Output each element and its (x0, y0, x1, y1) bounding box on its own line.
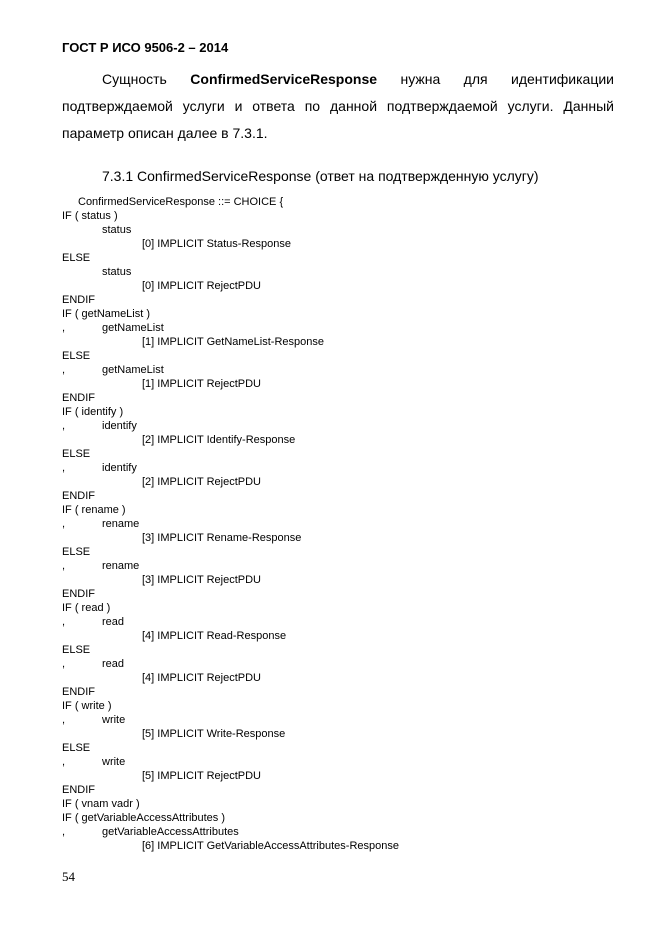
code-text: ENDIF (62, 784, 95, 796)
code-line (62, 699, 622, 713)
code-text: IF ( getNameList ) (62, 308, 151, 320)
code-line (62, 265, 622, 279)
code-text: IF ( vnam vadr ) (62, 798, 140, 810)
code-line (62, 475, 622, 489)
code-text: identify (102, 462, 137, 474)
code-line (62, 489, 622, 503)
paragraph-bold-term: ConfirmedServiceResponse (190, 71, 378, 87)
code-text: ELSE (62, 644, 91, 656)
code-text: read (102, 658, 125, 670)
code-text: ENDIF (62, 490, 95, 502)
code-text: [6] IMPLICIT GetVariableAccessAttributes-Response (142, 840, 399, 852)
code-line (62, 307, 622, 321)
code-text: [0] IMPLICIT Status-Response (142, 238, 291, 250)
code-text: IF ( rename ) (62, 504, 126, 516)
code-text: IF ( identify ) (62, 406, 124, 418)
code-text: [2] IMPLICIT Identify-Response (142, 434, 296, 446)
code-line (62, 391, 622, 405)
code-line (62, 755, 622, 769)
code-text: [5] IMPLICIT RejectPDU (142, 770, 261, 782)
code-line (62, 195, 622, 209)
code-text: [4] IMPLICIT RejectPDU (142, 672, 261, 684)
asn1-code-block (62, 195, 622, 853)
code-line (62, 629, 622, 643)
code-text: ENDIF (62, 686, 95, 698)
code-line (62, 349, 622, 363)
paragraph-text: нужна для идентификации (400, 71, 614, 87)
code-line (62, 209, 622, 223)
paragraph-line-3: параметр описан далее в 7.3.1. (62, 125, 268, 141)
code-line (62, 433, 622, 447)
code-text: [3] IMPLICIT RejectPDU (142, 574, 261, 586)
code-line (62, 727, 622, 741)
code-text: [3] IMPLICIT Rename-Response (142, 532, 302, 544)
code-comma: , (62, 560, 66, 572)
code-text: rename (102, 560, 140, 572)
code-line (62, 293, 622, 307)
code-text: [5] IMPLICIT Write-Response (142, 728, 286, 740)
code-line (62, 741, 622, 755)
code-text: status (102, 266, 132, 278)
code-line (62, 251, 622, 265)
code-text: getNameList (102, 364, 164, 376)
code-line (62, 559, 622, 573)
code-text: ELSE (62, 350, 91, 362)
code-text: ENDIF (62, 392, 95, 404)
code-line (62, 363, 622, 377)
code-line (62, 447, 622, 461)
code-line (62, 601, 622, 615)
code-line (62, 517, 622, 531)
code-text: getVariableAccessAttributes (102, 826, 239, 838)
code-text: IF ( getVariableAccessAttributes ) (62, 812, 226, 824)
code-text: ELSE (62, 742, 91, 754)
code-text: ENDIF (62, 294, 95, 306)
code-comma: , (62, 364, 66, 376)
code-text: [1] IMPLICIT GetNameList-Response (142, 336, 324, 348)
code-line (62, 671, 622, 685)
code-line (62, 685, 622, 699)
code-line (62, 531, 622, 545)
code-line (62, 279, 622, 293)
code-text: IF ( read ) (62, 602, 111, 614)
code-comma: , (62, 616, 66, 628)
code-text: ENDIF (62, 588, 95, 600)
code-line (62, 335, 622, 349)
code-line (62, 797, 622, 811)
code-line (62, 643, 622, 657)
code-comma: , (62, 714, 66, 726)
code-text: write (102, 756, 126, 768)
code-line (62, 783, 622, 797)
code-text: identify (102, 420, 137, 432)
code-text: [1] IMPLICIT RejectPDU (142, 378, 261, 390)
code-text: ELSE (62, 252, 91, 264)
code-line (62, 587, 622, 601)
code-text: [2] IMPLICIT RejectPDU (142, 476, 261, 488)
code-text: rename (102, 518, 140, 530)
code-comma: , (62, 322, 66, 334)
code-line (62, 839, 622, 853)
code-line (62, 461, 622, 475)
code-line (62, 223, 622, 237)
code-line (62, 573, 622, 587)
intro-paragraph (62, 66, 614, 147)
code-text: IF ( status ) (62, 210, 118, 222)
paragraph-line-1 (62, 66, 614, 93)
section-heading: 7.3.1 ConfirmedServiceResponse (ответ на подтвержденную услугу) (102, 168, 539, 184)
code-comma: , (62, 462, 66, 474)
code-text: ConfirmedServiceResponse ::= CHOICE { (78, 196, 284, 208)
code-line (62, 321, 622, 335)
paragraph-text: Сущность (102, 71, 167, 87)
code-text: [4] IMPLICIT Read-Response (142, 630, 287, 642)
paragraph-line-2: подтверждаемой услуги и ответа по данной подтверждаемой услуги. Данный (62, 98, 614, 114)
code-text: write (102, 714, 126, 726)
code-text: [0] IMPLICIT RejectPDU (142, 280, 261, 292)
code-text: ELSE (62, 546, 91, 558)
code-line (62, 615, 622, 629)
code-comma: , (62, 756, 66, 768)
code-line (62, 825, 622, 839)
code-line (62, 769, 622, 783)
code-comma: , (62, 826, 66, 838)
code-line (62, 713, 622, 727)
code-line (62, 657, 622, 671)
code-text: ELSE (62, 448, 91, 460)
code-line (62, 237, 622, 251)
code-comma: , (62, 420, 66, 432)
code-line (62, 405, 622, 419)
code-comma: , (62, 518, 66, 530)
code-text: status (102, 224, 132, 236)
code-text: read (102, 616, 125, 628)
code-line (62, 419, 622, 433)
code-comma: , (62, 658, 66, 670)
code-line (62, 377, 622, 391)
code-text: getNameList (102, 322, 164, 334)
code-line (62, 503, 622, 517)
document-header: ГОСТ Р ИСО 9506-2 – 2014 (62, 40, 229, 55)
code-line (62, 811, 622, 825)
code-line (62, 545, 622, 559)
page-number: 54 (62, 869, 75, 884)
code-text: IF ( write ) (62, 700, 112, 712)
